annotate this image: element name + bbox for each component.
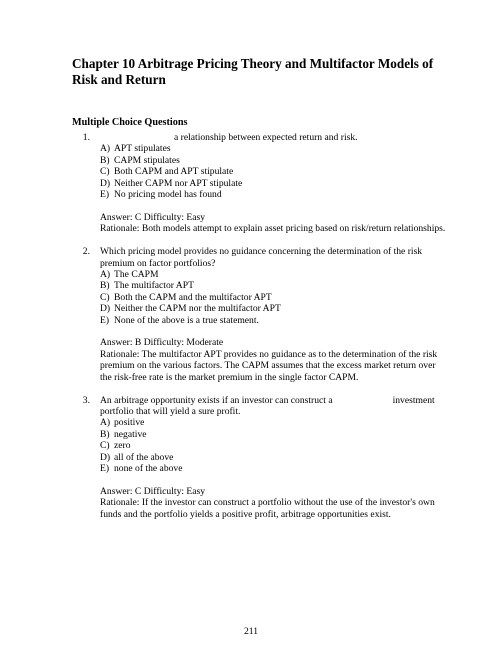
option-item [100, 166, 446, 177]
option-letter: B) [100, 280, 110, 292]
question-stem [100, 395, 446, 418]
option-letter: E) [100, 462, 110, 474]
question-stem-text: investment portfolio that will yield a sure profit. [100, 394, 435, 417]
answer-line: Answer: B Difficulty: Moderate [100, 337, 224, 349]
question-stem-text: a relationship between expected return and risk. [174, 132, 358, 143]
option-letter: A) [100, 143, 111, 155]
option-item [100, 143, 446, 154]
option-list [100, 143, 446, 200]
rationale: Rationale: If the investor can construct a portfolio without the use of the investor's own funds and the portfolio yields a positive profit, arbitrage opportunities exist. [100, 497, 435, 520]
question-body [100, 132, 446, 235]
option-letter: D) [100, 451, 111, 463]
option-letter: A) [100, 268, 111, 280]
option-text: CAPM stipulates [114, 154, 180, 166]
question-item [82, 394, 446, 520]
question-stem [100, 132, 446, 143]
option-letter: C) [100, 440, 110, 452]
option-letter: A) [100, 417, 111, 429]
rationale: Rationale: The multifactor APT provides no guidance as to the determination of the risk premium on the various factors. The CAPM assumes that the excess market return over the risk-free rate is the market premium in the single factor CAPM. [100, 348, 438, 383]
chapter-title: Chapter 10 Arbitrage Pricing Theory and Multifactor Models of Risk and Return [72, 56, 434, 87]
option-text: Both CAPM and APT stipulate [114, 166, 234, 178]
rationale: Rationale: Both models attempt to explain asset pricing based on risk/return relationships. [100, 223, 446, 235]
question-number: 3. [82, 394, 90, 406]
answer-blank [100, 139, 174, 140]
section-heading: Multiple Choice Questions [72, 117, 188, 128]
option-letter: D) [100, 303, 111, 315]
page-number: 211 [243, 626, 259, 637]
option-list [100, 417, 446, 474]
option-item [100, 155, 446, 166]
option-text: Both the CAPM and the multifactor APT [114, 291, 272, 303]
option-item [100, 189, 446, 200]
option-text: The CAPM [114, 268, 159, 280]
option-item [100, 417, 446, 428]
option-letter: D) [100, 177, 111, 189]
option-list [100, 269, 446, 326]
answer-line: Answer: C Difficulty: Easy [100, 211, 206, 223]
question-stem: Which pricing model provides no guidance concerning the determination of the risk premium on factor portfolios? [100, 246, 423, 269]
option-item [100, 280, 446, 291]
question-number: 1. [82, 132, 90, 143]
option-item [100, 429, 446, 440]
question-body [100, 246, 446, 383]
option-text: The multifactor APT [114, 280, 194, 292]
option-text: Neither the CAPM nor the multifactor APT [114, 303, 281, 315]
option-item [100, 452, 446, 463]
answer-blank [333, 402, 393, 403]
option-letter: B) [100, 154, 110, 166]
option-text: No pricing model has found [114, 189, 222, 201]
option-item [100, 292, 446, 303]
option-text: zero [114, 440, 131, 452]
option-item [100, 463, 446, 474]
option-text: positive [114, 417, 145, 429]
option-item [100, 303, 446, 314]
option-text: APT stipulates [114, 143, 171, 155]
option-item [100, 315, 446, 326]
option-letter: C) [100, 291, 110, 303]
question-number: 2. [82, 246, 90, 258]
option-text: negative [114, 428, 147, 440]
option-item [100, 269, 446, 280]
question-stem-text: An arbitrage opportunity exists if an investor can construct a [100, 394, 333, 406]
option-text: None of the above is a true statement. [114, 314, 259, 326]
option-text: Neither CAPM nor APT stipulate [114, 177, 243, 189]
question-item [82, 246, 446, 383]
option-letter: C) [100, 166, 110, 178]
option-letter: E) [100, 314, 110, 326]
question-body [100, 395, 446, 520]
option-text: none of the above [114, 462, 183, 474]
option-letter: B) [100, 428, 110, 440]
question-list [82, 132, 446, 531]
option-item [100, 440, 446, 451]
option-letter: E) [100, 189, 110, 201]
option-text: all of the above [114, 451, 174, 463]
answer-line: Answer: C Difficulty: Easy [100, 485, 206, 497]
option-item [100, 178, 446, 189]
question-item [82, 132, 446, 235]
